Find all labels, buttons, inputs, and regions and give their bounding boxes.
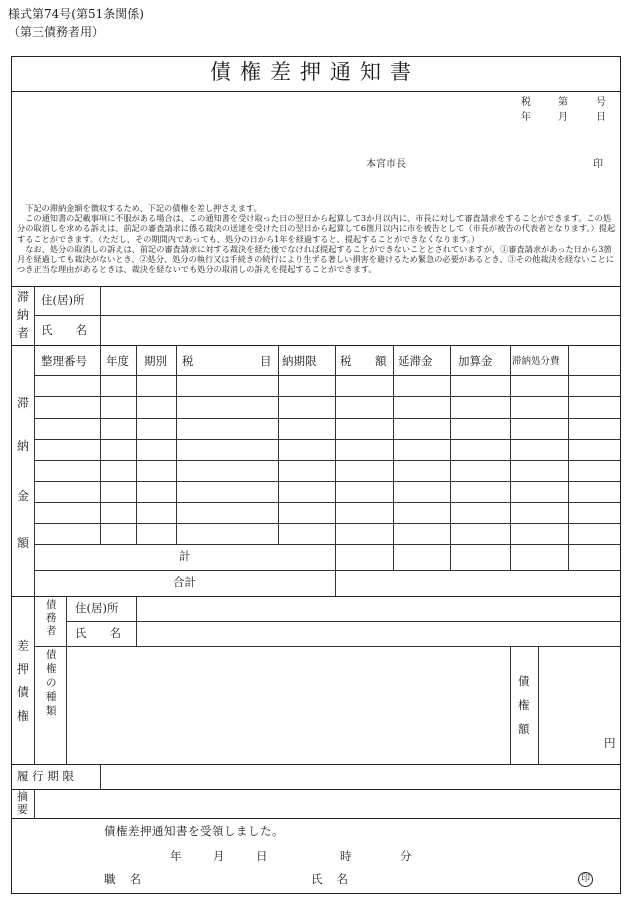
receipt-title-label: 職名 (104, 872, 155, 886)
arrears-row-line (34, 523, 621, 524)
remarks-label-1: 摘 (17, 790, 28, 803)
type-label-4: 種 (46, 691, 57, 703)
taxpayer-label-3: 者 (17, 326, 30, 340)
total-col-line (335, 570, 336, 596)
arrears-col-line (393, 345, 394, 570)
receipt-name-label: 氏名 (311, 872, 362, 886)
taxpayer-name-label: 氏 名 (41, 323, 87, 337)
arrears-label-3: 金 (17, 489, 30, 503)
arrears-col-line (335, 345, 336, 570)
due-label-line (100, 764, 101, 789)
taxpayer-row-divider (34, 315, 621, 316)
receipt-minute: 分 (400, 849, 412, 863)
due-date-label: 履 行 期 限 (17, 769, 74, 783)
debtor-row-divider (66, 621, 621, 622)
arrears-col-line (176, 345, 177, 544)
date-day: 日 (596, 112, 606, 123)
col-due-date: 納期限 (282, 354, 317, 368)
remarks-label-2: 要 (17, 803, 28, 816)
tax-prefix: 税 (521, 97, 531, 108)
arrears-col-line (100, 345, 101, 544)
col-surcharge: 加算金 (458, 354, 493, 368)
total-label: 合計 (173, 575, 196, 589)
amount-right-line (538, 646, 539, 764)
type-label-1: 債 (46, 649, 57, 661)
issuer-seal: 印 (593, 159, 603, 170)
arrears-row-line (34, 570, 621, 571)
arrears-divider (11, 596, 621, 597)
arrears-row-line (34, 460, 621, 461)
date-month: 月 (558, 112, 568, 123)
col-period: 期別 (144, 354, 167, 368)
amount-left-line (510, 646, 511, 764)
document-title: 債権差押通知書 (210, 60, 420, 84)
col-reference-number: 整理番号 (41, 354, 87, 368)
debtor-label-2: 務 (46, 612, 57, 624)
taxpayer-label-line (100, 286, 101, 345)
notice-divider (11, 286, 621, 287)
notice-line-2: この通知書の記載事項に不服がある場合は、この通知書を受け取った日の翌日から起算して3か月以内に、市長に対して審査請求をすることができます。この処分の取消しを求める訴えは、前記の審査請求に係る裁決の送達を受けた日の翌日から起算して6箇月以内に市を被告として（市長が被告の代表者となります。）提起することができます。（ただし、その期間内であっても、処分の日から1年を経過すると、提起することができなくなります。） (17, 213, 616, 244)
remarks-label-line (34, 789, 35, 818)
taxpayer-label-2: 納 (17, 308, 30, 322)
arrears-row-line (34, 439, 621, 440)
form-frame (11, 56, 621, 894)
arrears-row-line (34, 502, 621, 503)
arrears-col-line (510, 345, 511, 570)
seized-label-4: 権 (17, 709, 30, 723)
taxpayer-divider (11, 345, 621, 346)
seized-label-1: 差 (17, 639, 30, 653)
amount-unit: 円 (604, 736, 616, 750)
receipt-year: 年 (170, 849, 182, 863)
seized-divider (11, 764, 621, 765)
arrears-col-line (278, 345, 279, 544)
notice-line-1: 下記の滞納金額を徴収するため、下記の債権を差し押さえます。 (25, 203, 262, 213)
receipt-day: 日 (256, 849, 268, 863)
debtor-name-label: 氏 名 (75, 626, 121, 640)
receipt-text: 債権差押通知書を受領しました。 (104, 824, 284, 838)
notice-line-3: なお、処分の取消しの訴えは、前記の審査請求に対する裁決を経た後でなければ提起することができないこととされていますが、①審査請求があった日から3箇月を経過しても裁決がないとき、②処分、処分の執行又は手続きの続行により生ずる著しい損害を避けるため緊急の必要があるとき、③その他裁決を経ないことにつき正当な理由があるときは、裁決を経ないでも処分の取消しの訴えを提起することができます。 (17, 243, 615, 275)
type-label-5: 類 (46, 705, 57, 717)
arrears-col-line (568, 345, 569, 570)
title-divider (11, 91, 621, 92)
issuer-name: 本宮市長 (366, 159, 406, 170)
arrears-col-line (450, 345, 451, 570)
date-year: 年 (521, 112, 531, 123)
amount-label-3: 額 (518, 722, 530, 736)
col-fiscal-year: 年度 (106, 354, 129, 368)
arrears-row-line (34, 418, 621, 419)
receipt-seal: 印 (578, 872, 593, 887)
legal-notice (17, 203, 617, 274)
due-divider (11, 789, 621, 790)
seized-label-3: 債 (17, 685, 30, 699)
left-label-column-line (34, 286, 35, 764)
col-tax-prefix: 税 (182, 354, 194, 368)
amount-label-1: 債 (518, 674, 530, 688)
arrears-row-line (34, 375, 621, 376)
seized-label-2: 押 (17, 662, 30, 676)
type-label-3: の (46, 677, 57, 689)
form-number: 様式第74号(第51条関係) (8, 7, 144, 21)
taxpayer-address-label: 住(居)所 (41, 293, 85, 307)
arrears-label-4: 額 (17, 536, 30, 550)
arrears-row-line (34, 544, 621, 545)
col-amount-suffix: 額 (375, 354, 387, 368)
col-disposition-fee: 滞納処分費 (512, 356, 560, 367)
number-prefix: 第 (558, 97, 568, 108)
col-amount-prefix: 税 (340, 354, 352, 368)
arrears-col-line (136, 345, 137, 544)
subtotal-label: 計 (179, 549, 191, 563)
debtor-label-1: 債 (46, 599, 57, 611)
arrears-row-line (34, 396, 621, 397)
receipt-month: 月 (213, 849, 225, 863)
debtor-address-label: 住(居)所 (75, 601, 119, 615)
taxpayer-label-1: 滞 (17, 290, 30, 304)
remarks-divider (11, 818, 621, 819)
receipt-hour: 時 (340, 849, 352, 863)
amount-label-2: 権 (518, 698, 530, 712)
arrears-label-2: 納 (17, 439, 30, 453)
debtor-divider (34, 646, 621, 647)
number-suffix: 号 (596, 97, 606, 108)
arrears-label-1: 滞 (17, 396, 30, 410)
col-tax-suffix: 目 (260, 354, 272, 368)
type-label-2: 権 (46, 663, 57, 675)
arrears-row-line (34, 481, 621, 482)
form-target: （第三債務者用） (8, 25, 105, 39)
debtor-label-3: 者 (46, 625, 57, 637)
col-late-fee: 延滞金 (398, 354, 433, 368)
